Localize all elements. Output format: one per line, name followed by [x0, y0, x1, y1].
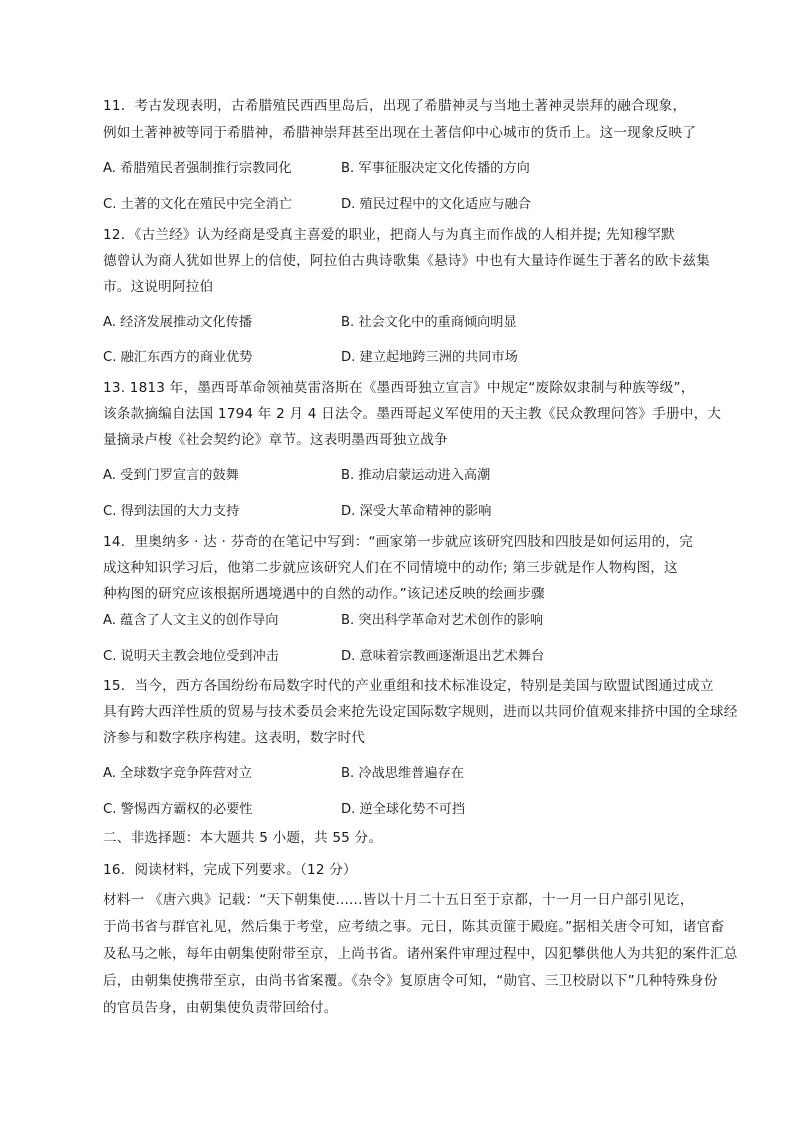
- question-15-line-1: 15．当今，西方各国纷纷布局数字时代的产业重组和技术标准设定，特别是美国与欧盟试图通过成立: [103, 678, 714, 694]
- question-16-material-line-4: 后，由朝集使携带至京，由尚书省案覆。《杂令》复原唐令可知，“勋官、三卫校尉以下”几种特殊身份: [103, 973, 718, 989]
- question-15-option-a: A. 全球数字竞争阵营对立: [103, 766, 253, 781]
- question-11-option-a: A. 希腊殖民者强制推行宗教同化: [103, 161, 292, 176]
- question-16-material-line-5: 的官员告身，由朝集使负责带回给付。: [103, 1000, 338, 1016]
- question-11-option-d: D. 殖民过程中的文化适应与融合: [341, 197, 531, 212]
- question-12-option-c: C. 融汇东西方的商业优势: [103, 350, 253, 365]
- question-11-option-c: C. 土著的文化在殖民中完全消亡: [103, 197, 293, 212]
- question-15-option-d: D. 逆全球化势不可挡: [341, 802, 466, 817]
- question-16-title: 16．阅读材料，完成下列要求。（12 分）: [103, 862, 357, 878]
- section-heading: 二、非选择题：本大题共 5 小题，共 55 分。: [103, 830, 383, 846]
- question-13-option-c: C. 得到法国的大力支持: [103, 504, 240, 519]
- question-13-option-b: B. 推动启蒙运动进入高潮: [341, 468, 491, 483]
- question-14-line-1: 14．里奥纳多 · 达 · 芬奇的在笔记中写到：“画家第一步就应该研究四肢和四肢是如何运用的，完: [103, 534, 694, 550]
- question-12-option-d: D. 建立起地跨三洲的共同市场: [341, 350, 518, 365]
- question-15-option-b: B. 冷战思维普遍存在: [341, 766, 464, 781]
- question-15-line-3: 济参与和数字秩序构建。这表明，数字时代: [103, 730, 366, 746]
- question-14-option-b: B. 突出科学革命对艺术创作的影响: [341, 613, 544, 628]
- question-12-option-a: A. 经济发展推动文化传播: [103, 315, 253, 330]
- question-12-option-b: B. 社会文化中的重商倾向明显: [341, 315, 517, 330]
- question-13-option-d: D. 深受大革命精神的影响: [341, 504, 492, 519]
- question-11-option-b: B. 军事征服决定文化传播的方向: [341, 161, 530, 176]
- question-13-line-3: 量摘录卢梭《社会契约论》章节。这表明墨西哥独立战争: [103, 432, 448, 448]
- question-16-material-line-1: 材料一 《唐六典》记载：“天下朝集使......皆以十月二十五日至于京都，十一月一日户部引见讫，: [103, 892, 694, 908]
- question-15-option-c: C. 警惕西方霸权的必要性: [103, 802, 253, 817]
- question-13-option-a: A. 受到门罗宣言的鼓舞: [103, 468, 239, 483]
- question-13-line-1: 13. 1813 年，墨西哥革命领袖莫雷洛斯在《墨西哥独立宣言》中规定“废除奴隶制与种族等级”，: [103, 380, 695, 396]
- question-14-option-c: C. 说明天主教会地位受到冲击: [103, 649, 279, 664]
- question-15-line-2: 具有跨大西洋性质的贸易与技术委员会来抢先设定国际数字规则，进而以共同价值观来排挤中国的全球经: [103, 704, 738, 720]
- question-14-option-a: A. 蕴含了人文主义的创作导向: [103, 613, 279, 628]
- question-14-option-d: D. 意味着宗教画逐渐退出艺术舞台: [341, 649, 545, 664]
- question-11-line-1: 11．考古发现表明，古希腊殖民西西里岛后，出现了希腊神灵与当地土著神灵崇拜的融合现象，: [103, 98, 687, 114]
- question-16-material-line-2: 于尚书省与群官礼见，然后集于考堂，应考绩之事。元日，陈其贡篚于殿庭。”据相关唐令可知，诸官畜: [103, 919, 725, 935]
- question-12-line-1: 12．《古兰经》认为经商是受真主喜爱的职业，把商人与为真主而作战的人相并提; 先知穆罕默: [103, 227, 675, 243]
- question-14-line-2: 成这种知识学习后，他第二步就应该研究人们在不同情境中的动作; 第三步就是作人物构图，这: [103, 560, 678, 576]
- question-14-line-3: 种构图的研究应该根据所遇境遇中的自然的动作。”该记述反映的绘画步骤: [103, 586, 545, 602]
- question-12-line-2: 德曾认为商人犹如世界上的信使，阿拉伯古典诗歌集《悬诗》中也有大量诗作诞生于著名的欧卡兹集: [103, 253, 710, 269]
- question-16-material-line-3: 及私马之帐，每年由朝集使附带至京，上尚书省。诸州案件审理过程中，囚犯攀供他人为共犯的案件汇总: [103, 946, 738, 962]
- question-12-line-3: 市。这说明阿拉伯: [103, 279, 214, 295]
- question-11-line-2: 例如土著神被等同于希腊神，希腊神崇拜甚至出现在土著信仰中心城市的货币上。这一现象反映了: [103, 125, 697, 141]
- question-13-line-2: 该条款摘编自法国 1794 年 2 月 4 日法令。墨西哥起义军使用的天主教《民众教理问答》手册中，大: [103, 406, 722, 422]
